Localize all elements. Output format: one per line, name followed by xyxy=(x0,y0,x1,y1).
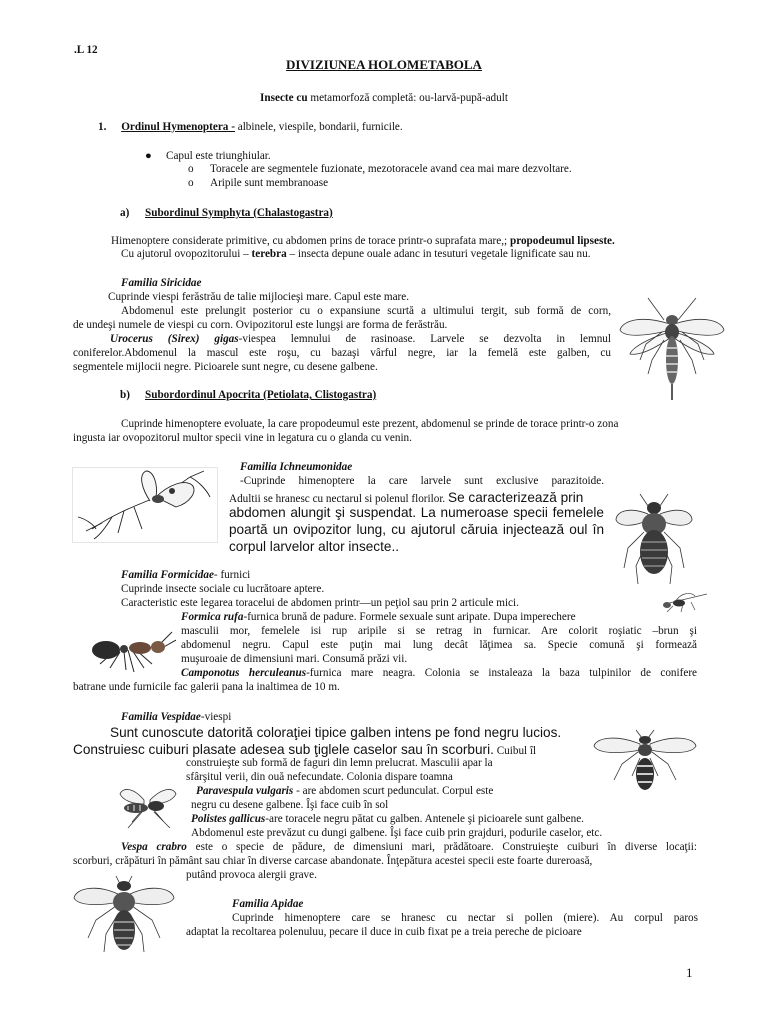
apidae-line: Cuprinde himenoptere care se hranesc cu nectar si pollen (miere). Au corpul paros xyxy=(232,912,698,924)
vespidae-line: Polistes gallicus-are toracele negru pătat cu galben. Antenele şi picioarele sunt galbene. xyxy=(191,813,584,825)
family-apidae-title: Familia Apidae xyxy=(232,898,304,910)
formicidae-line: muşuroaie de dimensiuni mari. Consumă prăzi vii. xyxy=(181,653,408,665)
page-number: 1 xyxy=(686,965,693,980)
apidae-line: adaptat la recoltarea polenuluu, pecare il duce in cuib fixat pe a treia pereche de picioare xyxy=(186,926,582,938)
suborder-a-title: Subordinul Symphyta (Chalastogastra) xyxy=(145,207,333,219)
bumblebee-illustration xyxy=(614,488,694,588)
suborder-a-label: a) xyxy=(120,207,130,219)
vespidae-line: Vespa crabro este o specie de pădure, de dimensiuni mari, prădătoare. Construieşte cuiburi în diverse locaţii: xyxy=(121,841,697,853)
formicidae-line: batrane unde furnicile fac galerii pana la inaltimea de 10 m. xyxy=(73,681,340,693)
ichneumonidae-line: -Cuprinde himenoptere la care larvele sunt exclusive parazitoide. xyxy=(240,475,604,487)
vespidae-line: negru cu desene galbene. Îşi face cuib în sol xyxy=(191,799,389,811)
paravespula-illustration xyxy=(114,782,182,830)
sub-bullet-marker: o xyxy=(188,177,194,189)
formicidae-line: masculii mor, femelele isi rup aripile si se retrag in furnicar. Are colorit roşiatic –brun şi xyxy=(181,625,697,637)
vespidae-line: Paravespula vulgaris - are abdomen scurt pedunculat. Corpul este xyxy=(196,785,494,797)
suborder-b-line: ingusta iar ovopozitorul multor specii vine in legatura cu o glanda cu venin. xyxy=(73,432,412,444)
ichneumon-illustration xyxy=(72,467,218,543)
formicidae-line: abdomenul negru. Capul este puţin mai lung decât lăţimea sa. Specie comună şi formează xyxy=(181,639,697,651)
sawfly-illustration xyxy=(618,290,726,402)
ichneumonidae-line: poartă un ovipozitor lung, cu ajutorul căruia injectează oul în xyxy=(229,522,604,537)
suborder-b-title: Subordordinul Apocrita (Petiolata, Clistogastra) xyxy=(145,389,377,401)
sub-bullet-text: Aripile sunt membranoase xyxy=(210,177,329,189)
small-wasp-illustration xyxy=(655,588,713,614)
vespidae-line: Abdomenul este prevăzut cu dungi galbene. Îşi face cuib prin grajduri, podurile caselor, etc. xyxy=(191,827,603,839)
document-code: .L 12 xyxy=(74,44,98,56)
siricidae-line: Abdomenul este prelungit posterior cu o expansiune scurtă a ultimului tergit, sub formă de corn, xyxy=(121,305,611,317)
family-vespidae-title: Familia Vespidae-viespi xyxy=(121,711,232,723)
siricidae-line: de undeşi numele de viespi cu corn. Ovipozitorul este lungşi are forma de ferăstrău. xyxy=(73,319,448,331)
ichneumonidae-line: Adultii se hranesc cu nectarul si polenul florilor. Se caracterizează prin xyxy=(229,490,584,505)
page-title: DIVIZIUNEA HOLOMETABOLA xyxy=(286,57,482,72)
formicidae-line: Camponotus herculeanus-furnica mare neagra. Colonia se instaleaza la baza tulpinilor de conifere xyxy=(181,667,698,679)
vespidae-line: Sunt cunoscute datorită coloraţiei tipice galben intens pe fond negru lucios. xyxy=(110,725,562,740)
sub-bullet-marker: o xyxy=(188,163,194,175)
suborder-b-label: b) xyxy=(120,389,130,401)
ichneumonidae-line: abdomen alungit şi suspendat. La numeroase specii femelele xyxy=(229,505,604,520)
vespidae-line: Construiesc cuiburi plasate adesea sub ţiglele caselor sau în scorburi. Cuibul îl xyxy=(73,742,537,757)
bullet-item: ● xyxy=(145,150,152,162)
formicidae-line: Cuprinde insecte sociale cu lucrătoare aptere. xyxy=(121,583,325,595)
siricidae-line: coniferelor.Abdomenul la mascul este roşu, cu bazaşi vârful negre, iar la femelă este galben, cu xyxy=(73,347,611,359)
suborder-a-line1: Himenoptere considerate primitive, cu abdomen prins de torace printr-o suprafata mare,; propodeumul lipseste. xyxy=(111,235,615,247)
page-subtitle: Insecte cu metamorfoză completă: ou-larvă-pupă-adult xyxy=(260,92,508,104)
bullet-text: Capul este triunghiular. xyxy=(166,150,271,162)
siricidae-line: Urocerus (Sirex) gigas-viespea lemnului de rasinoase. Larvele se dezvolta in lemnul xyxy=(110,333,611,345)
family-formicidae-title: Familia Formicidae- furnici xyxy=(121,569,251,581)
order-heading: 1. Ordinul Hymenoptera - albinele, viespile, bondarii, furnicile. xyxy=(98,121,403,133)
family-ichneumonidae-title: Familia Ichneumonidae xyxy=(240,461,353,473)
honeybee-illustration xyxy=(72,872,176,956)
wasp-illustration xyxy=(592,724,698,794)
vespidae-line: construieşte sub formă de faguri din lemn prelucrat. Masculii apar la xyxy=(186,757,493,769)
ant-illustration xyxy=(90,628,176,674)
family-siricidae-title: Familia Siricidae xyxy=(121,277,202,289)
siricidae-line: segmentele mijlocii negre. Picioarele sunt negre, cu desene galbene. xyxy=(73,361,378,373)
vespidae-line: scorburi, crăpături în pământ sau chiar în diverse carcase abandonate. Înţepătura acestei specii este foarte dureroasă, xyxy=(73,855,593,867)
suborder-b-line: Cuprinde himenoptere evoluate, la care propodeumul este prezent, abdomenul se prinde de torace printr-o zona xyxy=(121,418,619,430)
ichneumonidae-line: corpul larvelor altor insecte.. xyxy=(229,539,399,554)
vespidae-line: putând provoca alergii grave. xyxy=(186,869,317,881)
formicidae-line: Formica rufa-furnica brună de padure. Formele sexuale sunt aripate. Dupa imperechere xyxy=(181,611,576,623)
siricidae-line: Cuprinde viespi ferăstrău de talie mijlocieşi mare. Capul este mare. xyxy=(108,291,410,303)
sub-bullet-text: Toracele are segmentele fuzionate, mezotoracele avand cea mai mare dezvoltare. xyxy=(210,163,572,175)
formicidae-line: Caracteristic este legarea toracelui de abdomen printr—un peţiol sau prin 2 articule mici. xyxy=(121,597,519,609)
vespidae-line: sfârşitul verii, din ouă nefecundate. Colonia dispare toamna xyxy=(186,771,453,783)
suborder-a-line2: Cu ajutorul ovopozitorului – terebra – insecta depune ouale adanc in tesuturi vegetale lignificate sau nu. xyxy=(121,248,591,260)
